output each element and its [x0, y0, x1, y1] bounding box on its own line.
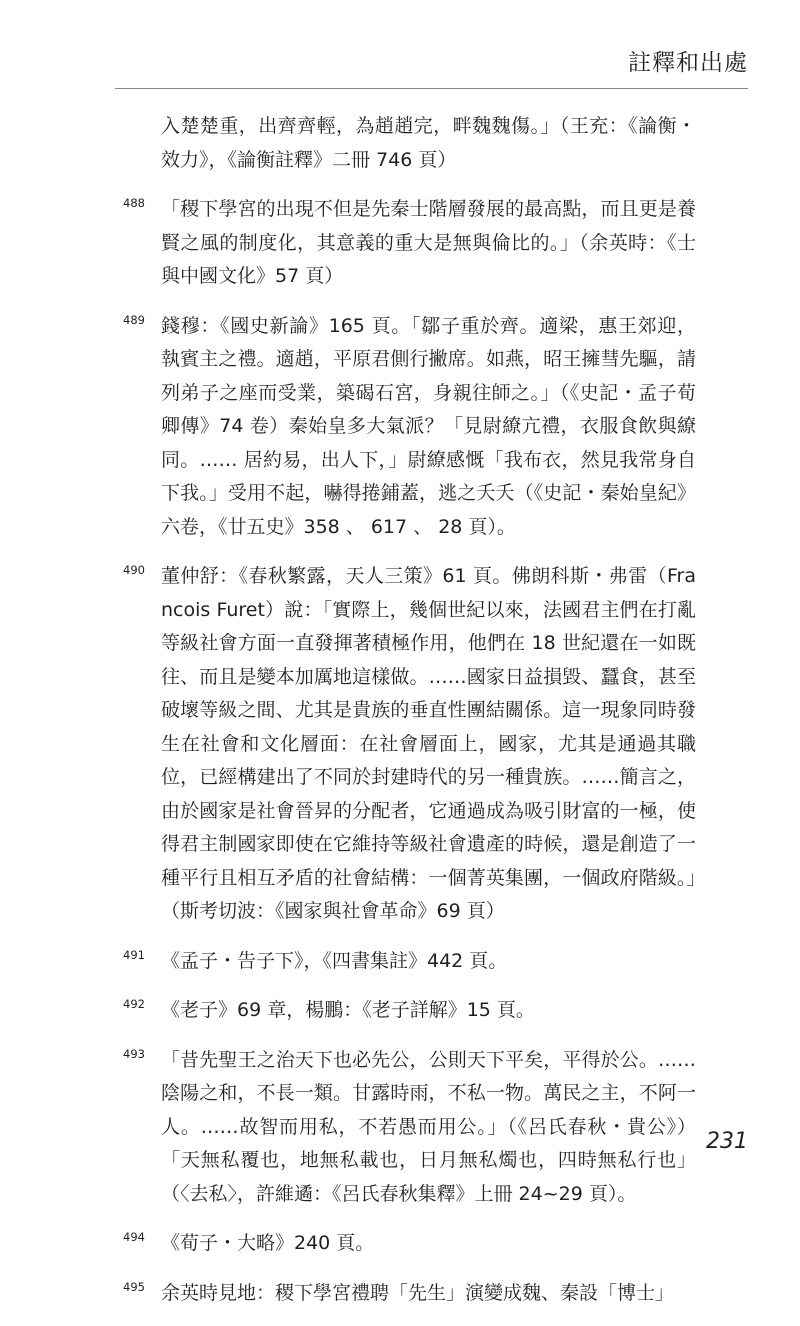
footnote-491 — [0, 945, 800, 979]
footnote-text: 錢穆：《國史新論》165 頁。「鄒子重於齊。適梁，惠王郊迎，執賓主之禮。適趙，平原君側行撇席。如燕，昭王擁彗先驅，請列弟子之座而受業，築碣石宮，身親往師之。」（《史記・孟子荀卿傳》74 卷）秦始皇多大氣派？「見尉繚亢禮，衣服食飲與繚同。…… 居約易，出人下，」尉繚感慨「我布衣，然見我常身自下我。」受用不起，嚇得捲鋪蓋，逃之夭夭（《史記・秦始皇紀》六卷，《廿五史》358 、 617 、 28 頁）。 — [161, 314, 696, 538]
footnote-text: 「稷下學宮的出現不但是先秦士階層發展的最高點，而且更是養賢之風的制度化，其意義的重大是無與倫比的。」（余英時：《士與中國文化》57 頁） — [161, 198, 696, 287]
footnote-text: 《老子》69 章，楊鵬：《老子詳解》15 頁。 — [161, 999, 535, 1021]
header-divider — [115, 88, 748, 89]
footnote-number: 494 — [123, 1230, 145, 1244]
footnote-text: 入楚楚重，出齊齊輕，為趙趙完，畔魏魏傷。」（王充：《論衡・效力》，《論衡註釋》二冊 746 頁） — [161, 115, 696, 171]
footnote-number: 488 — [123, 196, 145, 210]
footnote-495 — [0, 1277, 800, 1311]
footnote-text: 董仲舒：《春秋繁露，天人三策》61 頁。佛朗科斯・弗雷（Francois Furet）說：「實際上，幾個世紀以來，法國君主們在打亂等級社會方面一直發揮著積極作用，他們在 18 世紀還在一如既往、而且是變本加厲地這樣做。……國家日益損毀、蠶食，甚至破壞等級之間、尤其是貴族的垂直性團結關係。這一現象同時發生在社會和文化層面：在社會層面上，國家，尤其是通過其職位，已經構建出了不同於封建時代的另一種貴族。……簡言之，由於國家是社會晉昇的分配者，它通過成為吸引財富的一極，使得君主制國家即使在它維持等級社會遺產的時候，還是創造了一種平行且相互矛盾的社會結構：一個菁英集團，一個政府階級。」（斯考切波：《國家與社會革命》69 頁） — [161, 565, 696, 922]
footnote-number: 491 — [123, 947, 145, 962]
footnote-490 — [0, 560, 800, 929]
footnote-488 — [0, 193, 800, 294]
footnote-489 — [0, 310, 800, 545]
footnote-493 — [0, 1044, 800, 1212]
footnote-492 — [0, 994, 800, 1028]
footnote-494 — [0, 1227, 800, 1261]
footnote-text: 余英時見地：稷下學宮禮聘「先生」演變成魏、秦設「博士」 — [161, 1281, 675, 1304]
footnote-number: 493 — [123, 1046, 145, 1061]
footnote-number: 495 — [123, 1279, 145, 1294]
footnote-number: 492 — [123, 997, 145, 1011]
footnote-number: 490 — [123, 563, 145, 577]
page-number: 231 — [706, 1129, 748, 1154]
running-head-title: 註釋和出處 — [628, 50, 748, 76]
footnote-text: 《荀子・大略》240 頁。 — [161, 1232, 375, 1254]
footnotes-list — [0, 110, 800, 1326]
footnote-number: 489 — [123, 312, 145, 327]
footnote-text: 「昔先聖王之治天下也必先公，公則天下平矣，平得於公。……陰陽之和，不長一類。甘露時雨，不私一物。萬民之主，不阿一人。……故智而用私，不若愚而用公。」（《呂氏春秋・貴公》）「天無私覆也，地無私載也，日月無私燭也，四時無私行也」（〈去私〉，許維遹：《呂氏春秋集釋》上冊 24~29 頁）。 — [161, 1048, 696, 1205]
footnote-text: 《孟子・告子下》，《四書集註》442 頁。 — [161, 949, 508, 972]
footnote-continuation — [0, 110, 800, 177]
